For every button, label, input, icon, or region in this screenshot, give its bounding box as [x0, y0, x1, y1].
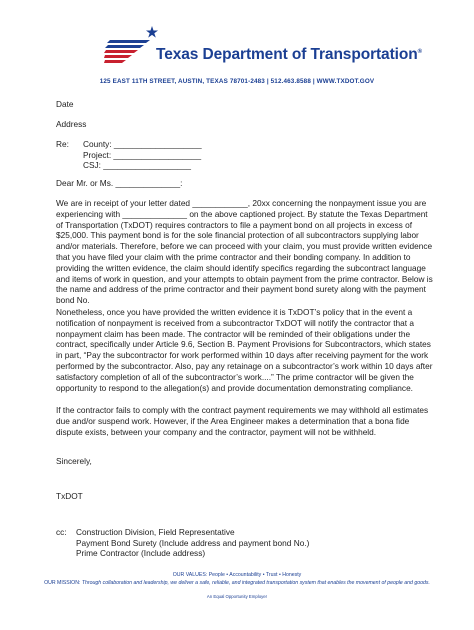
address-field: Address	[56, 119, 87, 129]
cc-line: Prime Contractor (Include address)	[76, 548, 206, 558]
re-label: Re:	[56, 139, 69, 149]
body-paragraph-3: If the contractor fails to comply with the contract payment requirements we may withhold all estimates due and/or suspend work. However, if the Area Engineer makes a determination that a bona fide dispute exists, between your company and the contractor, payment will not be withheld.	[56, 405, 429, 437]
date-field: Date	[56, 99, 74, 109]
project-line: Project: ___________________	[83, 149, 202, 160]
mission-text: Through collaboration and leadership, we deliver a safe, reliable, and integrated transportation system that enables the movement of people and goods.	[81, 580, 430, 586]
letterhead-address: 125 EAST 11TH STREET, AUSTIN, TEXAS 78701-2483 | 512.463.8588 | WWW.TXDOT.GOV	[99, 78, 375, 85]
csj-line: CSJ: ___________________	[83, 160, 191, 170]
closing: Sincerely,	[56, 456, 92, 466]
cc-line: Construction Division, Field Representative	[76, 527, 235, 537]
cc-label: cc:	[56, 527, 67, 537]
body-paragraph-1: We are in receipt of your letter dated ____________, 20xx concerning the nonpayment issue you are experiencing with ______________ on the above captioned project. By statute the Texas Department of Transportation (TxDOT) requires contractors to file a payment bond on all projects in excess of $25,000. This payment bond is for the sole financial protection of all subcontractors supplying labor and/or materials. Therefore, before we can proceed with your claim, you must provide written evidence that you have filed your claim with the prime contractor and their bonding company. In addition to providing the written evidence, the claim should identify specifics regarding the subcontract language and items of work in question, and your attempts to obtain payment from the prime contractor. Below is the name and address of the prime contractor and their payment bond surety along with the payment bond No.	[56, 198, 433, 306]
txdot-logo	[104, 24, 422, 68]
mission-label: OUR MISSION:	[44, 580, 81, 586]
body-paragraph-2: Nonetheless, once you have provided the written evidence it is TxDOT’s policy that in the event a notification of nonpayment is received from a subcontractor TxDOT will notify the contractor that a nonpayment claim has been made. The contractor will be reminded of their obligations under the contract, specifically under Article 9.6, Section B. Payment Provisions for Subcontractors, which states in part, “Pay the subcontractor for work performed within 10 days after receiving payment for the work performed by the subcontractor. Also, pay any retainage on a subcontractor’s work within 10 days after satisfactory completion of all of the subcontractor’s work....” The prime contractor will be given the opportunity to respond to the allegation(s) and provide documentation demonstrating compliance.	[56, 307, 433, 393]
cc-line: Payment Bond Surety (Include address and payment bond No.)	[76, 537, 310, 548]
salutation: Dear Mr. or Ms. ______________:	[56, 178, 183, 188]
cc-list	[76, 527, 309, 559]
signature: TxDOT	[56, 491, 83, 501]
county-line: County: ___________________	[83, 139, 202, 149]
footer-eoe: An Equal Opportunity Employer	[206, 594, 268, 599]
registered-mark: ®	[417, 48, 422, 55]
re-block	[83, 139, 202, 171]
footer-mission	[0, 580, 474, 586]
org-name: Texas Department of Transportation®	[156, 46, 422, 63]
footer-values: OUR VALUES: People • Accountability • Trust • Honesty	[172, 572, 302, 578]
star-flag-logo-icon	[104, 24, 164, 68]
